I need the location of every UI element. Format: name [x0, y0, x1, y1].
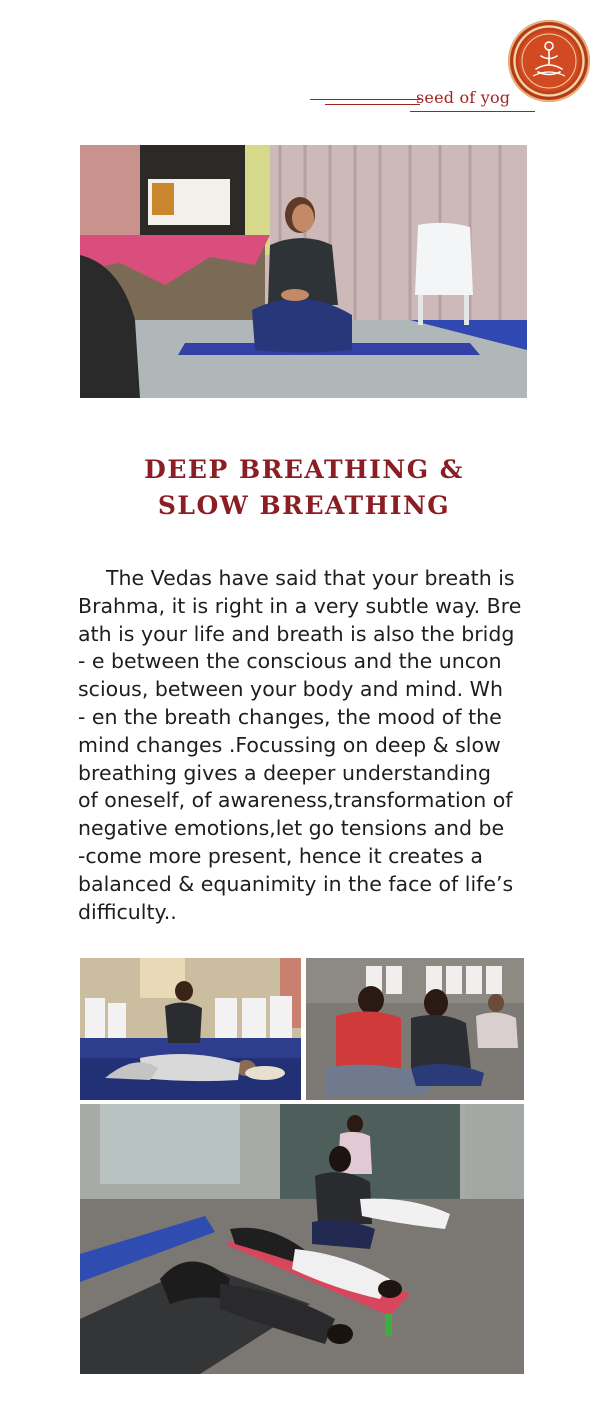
gallery-photo-top-right [306, 958, 524, 1100]
page-title-line-1: DEEP BREATHING & [144, 455, 464, 484]
body-line: of oneself, of awareness,transformation of [78, 788, 513, 813]
body-line: difficulty.. [78, 899, 177, 924]
brand-rule [410, 111, 535, 112]
body-paragraph [78, 565, 538, 926]
gallery-photo-top-left [80, 958, 301, 1100]
hero-photo [80, 145, 527, 398]
body-line: Brahma, it is right in a very subtle way. Bre [78, 593, 522, 618]
body-line: - e between the conscious and the uncon [78, 649, 502, 674]
body-line: mind changes .Focussing on deep & slow [78, 732, 501, 757]
page-title-line-2: SLOW BREATHING [157, 491, 451, 520]
body-line: breathing gives a deeper understanding [78, 760, 491, 785]
body-line: The Vedas have said that your breath is [106, 566, 515, 590]
brand-name: seed of yog [416, 88, 511, 107]
body-line: scious, between your body and mind. Wh [78, 677, 503, 702]
body-line: balanced & equanimity in the face of life’s [78, 871, 514, 896]
body-line: -come more present, hence it creates a [78, 843, 483, 868]
brand-rule [310, 99, 420, 100]
brand-rule [325, 104, 420, 105]
brand-logo [508, 20, 590, 102]
body-line: negative emotions,let go tensions and be [78, 816, 505, 841]
body-line: ath is your life and breath is also the bridg [78, 621, 515, 646]
meditating-figure-icon [508, 20, 590, 102]
gallery-photo-bottom [80, 1104, 524, 1374]
body-line: - en the breath changes, the mood of the [78, 704, 502, 729]
